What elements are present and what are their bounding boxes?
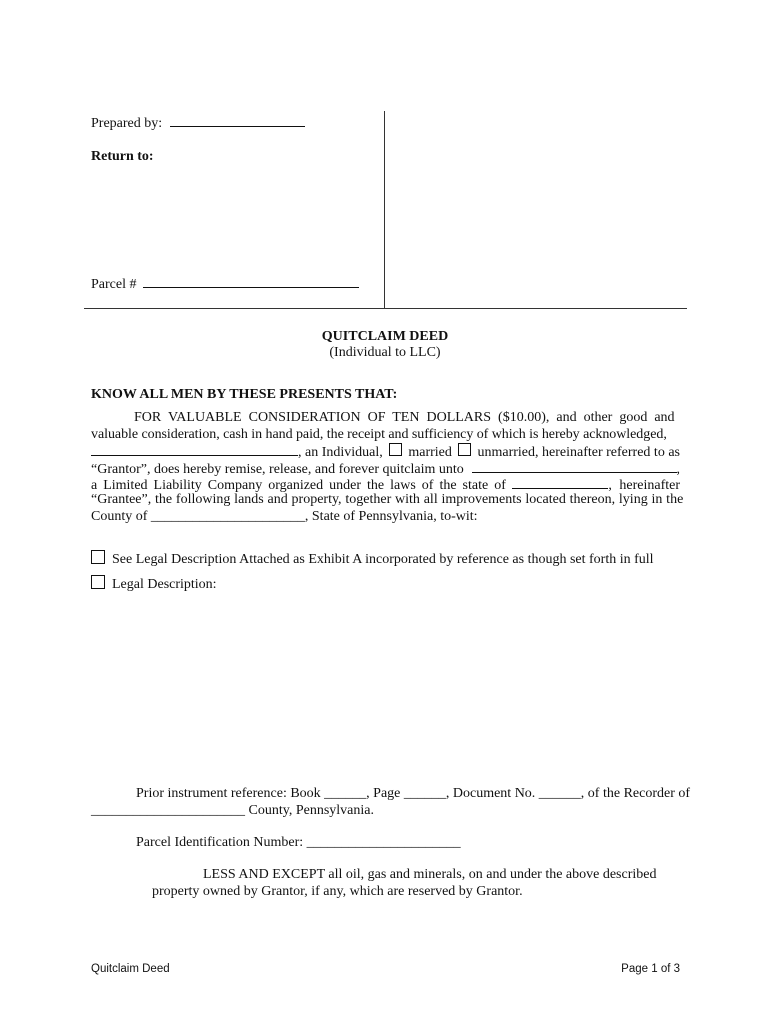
prepared-by-label: Prepared by: (91, 116, 163, 131)
exhibit-a-checkbox[interactable] (91, 550, 105, 564)
unmarried-text: unmarried, hereinafter referred to as (477, 445, 680, 460)
married-label: married (408, 445, 452, 460)
county-of-label: County of (91, 509, 148, 524)
parcel-blank[interactable] (143, 275, 359, 288)
county-blank[interactable]: ______________________ (150, 509, 305, 524)
less-except-line-1: LESS AND EXCEPT all oil, gas and minerals, on and under the above described (203, 867, 657, 882)
less-except-line-2: property owned by Grantor, if any, which are reserved by Grantor. (152, 884, 523, 899)
document-title: QUITCLAIM DEED (321, 329, 449, 344)
legal-description-option (91, 575, 217, 593)
prior-instrument-line-2: ______________________ County, Pennsylvania. (91, 803, 374, 818)
state-blank[interactable] (512, 476, 608, 489)
body-line-3 (91, 443, 680, 461)
exhibit-a-option (91, 550, 654, 568)
parcel-field (91, 275, 359, 293)
llc-text: a Limited Liability Company organized under the laws of the state of (91, 478, 506, 493)
footer-page-number: Page 1 of 3 (621, 963, 680, 975)
intro-heading: KNOW ALL MEN BY THESE PRESENTS THAT: (91, 387, 398, 402)
parcel-label: Parcel # (91, 277, 137, 292)
grantor-quitclaim-text: “Grantor”, does hereby remise, release, and forever quitclaim unto (91, 462, 464, 477)
prior-instrument-line-1: Prior instrument reference: Book ______, Page ______, Document No. ______, of the Recorder of (136, 786, 691, 801)
exhibit-a-label: See Legal Description Attached as Exhibit A incorporated by reference as though set forth in full (112, 552, 654, 567)
comma-text: , (676, 462, 680, 477)
body-line-2: valuable consideration, cash in hand paid, the receipt and sufficiency of which is hereby acknowledged, (91, 427, 667, 442)
footer-document-name: Quitclaim Deed (91, 963, 170, 975)
legal-description-checkbox[interactable] (91, 575, 105, 589)
body-line-7 (91, 509, 478, 525)
header-horizontal-divider (84, 308, 687, 309)
return-to-label: Return to: (91, 149, 154, 164)
grantee-name-blank[interactable] (472, 460, 677, 473)
body-line-1-text: FOR VALUABLE CONSIDERATION OF TEN DOLLARS ($10.00), and other good and (134, 410, 675, 425)
state-of-pennsylvania-text: , State of Pennsylvania, to-wit: (304, 509, 478, 524)
grantor-name-group (91, 443, 383, 461)
header-vertical-divider (384, 111, 385, 308)
prepared-by-blank[interactable] (170, 114, 305, 127)
legal-description-label: Legal Description: (112, 577, 217, 592)
document-subtitle: (Individual to LLC) (329, 345, 441, 360)
married-checkbox[interactable] (389, 443, 402, 456)
an-individual-text: , an Individual, (298, 445, 383, 460)
parcel-identification-number: Parcel Identification Number: ______________________ (136, 835, 461, 850)
grantor-name-blank[interactable] (91, 443, 298, 456)
body-line-1 (134, 410, 680, 426)
hereinafter-text: , hereinafter (608, 478, 680, 493)
unmarried-checkbox[interactable] (458, 443, 471, 456)
body-line-6: “Grantee”, the following lands and property, together with all improvements located thereon, lying in the (91, 492, 684, 507)
prepared-by-field (91, 114, 305, 132)
